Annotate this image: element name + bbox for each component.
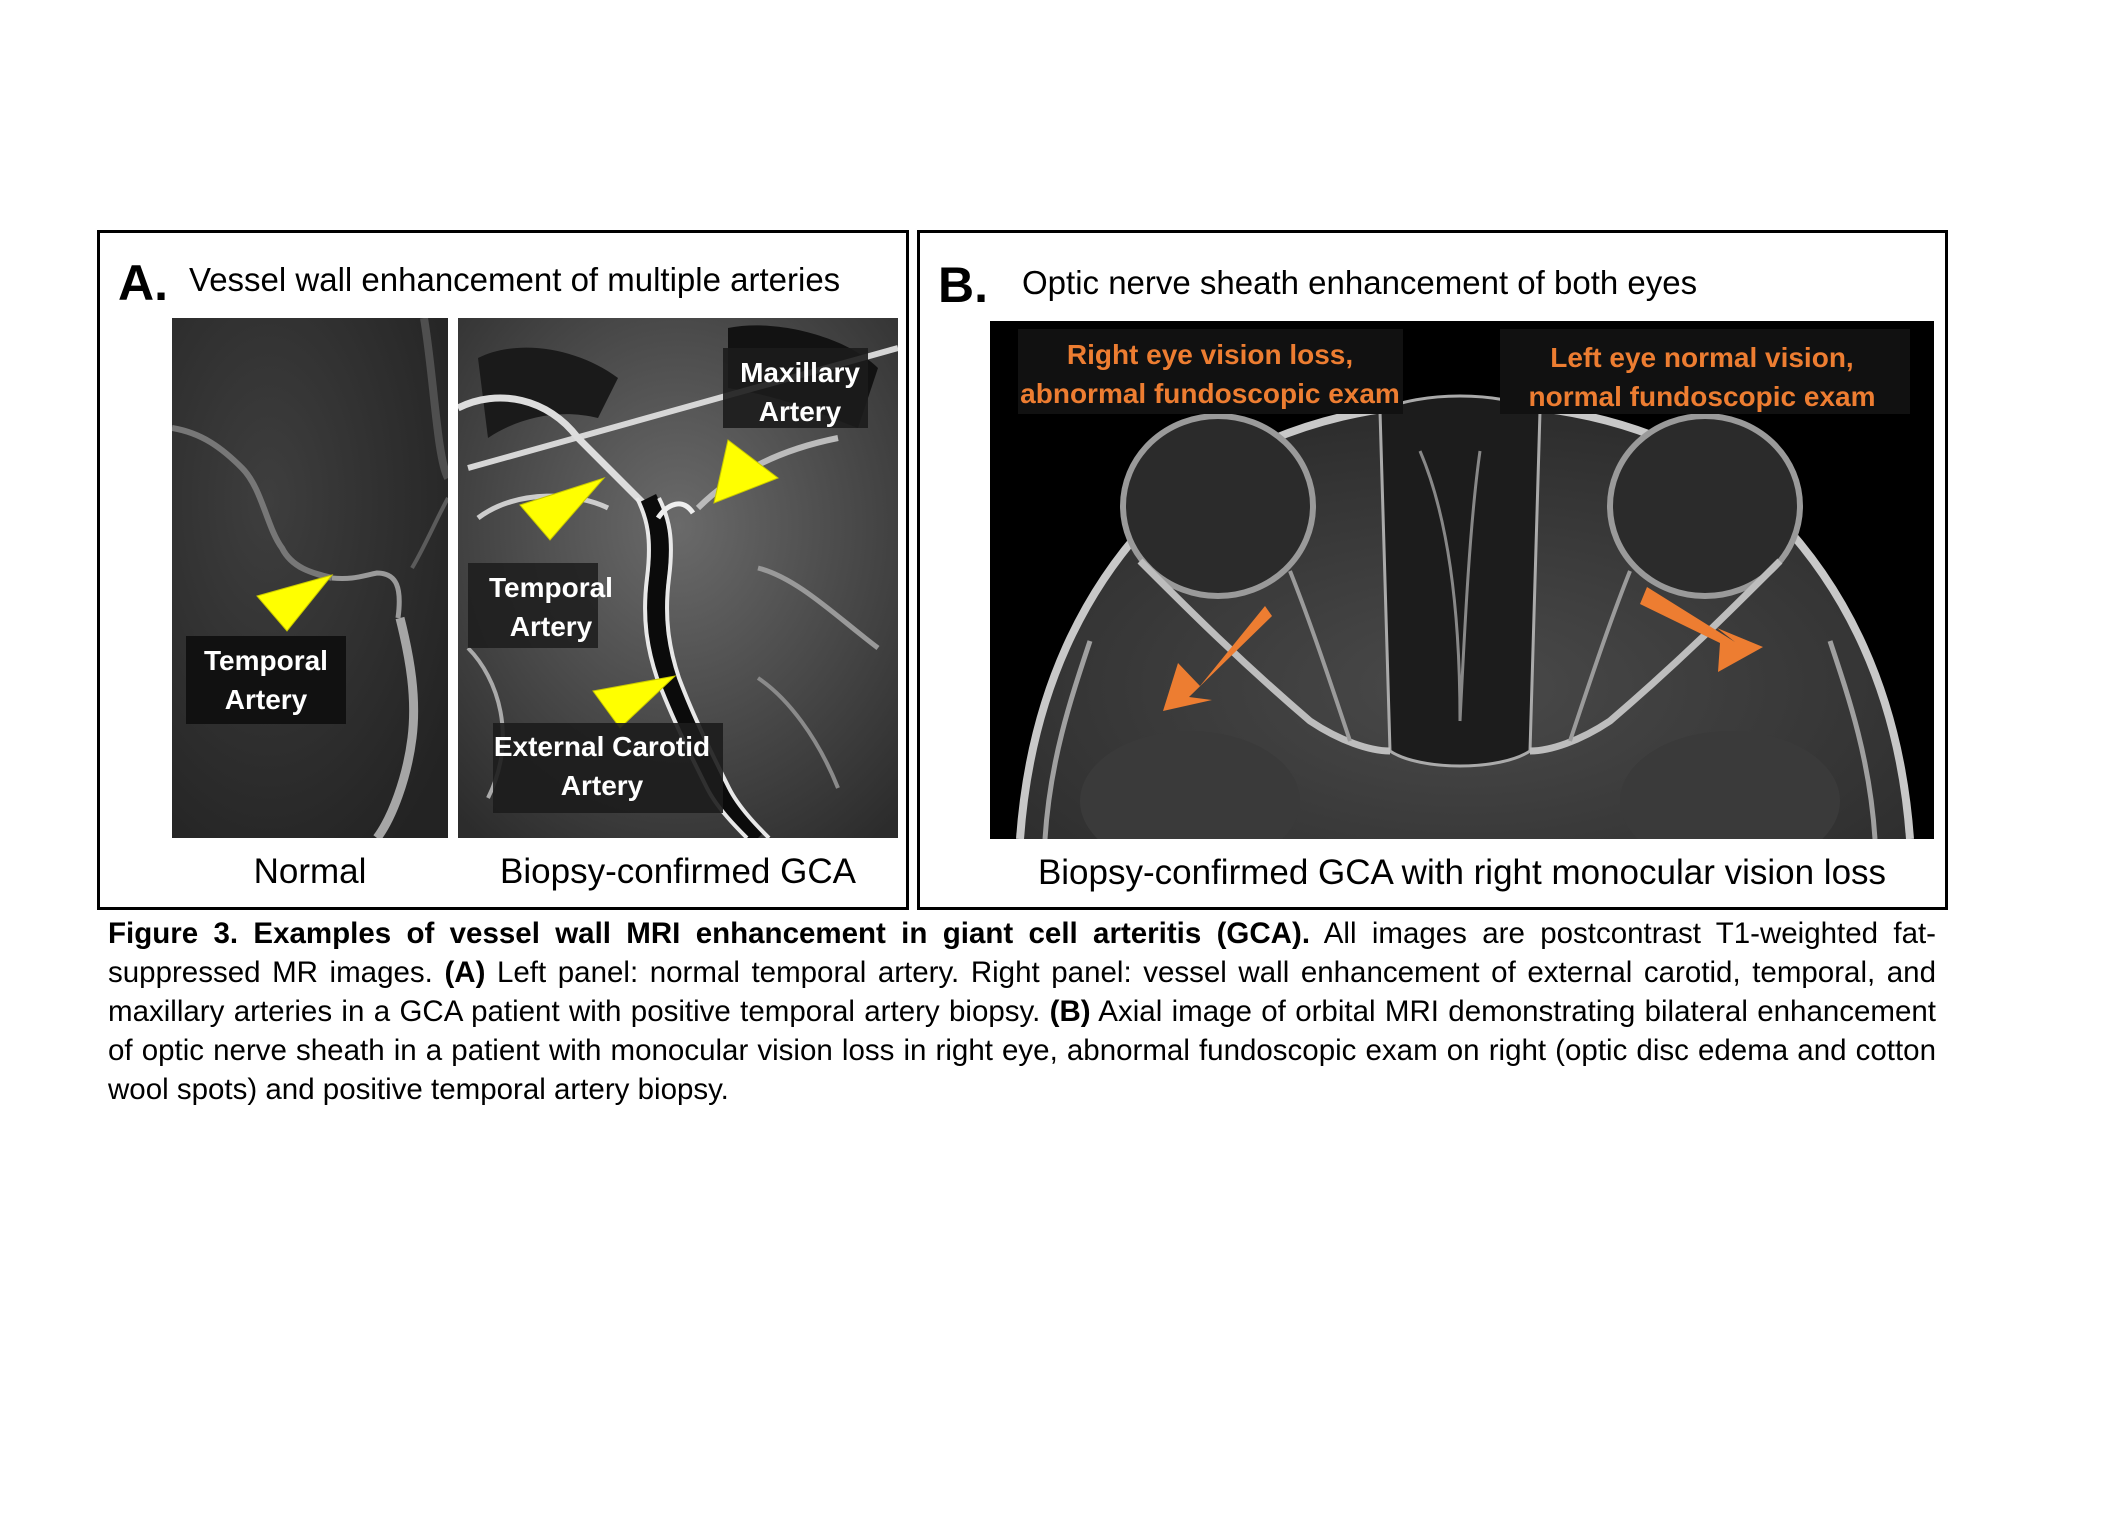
caption-s1: All images are postcontrast T1-weighted fat-suppressed MR images. bbox=[108, 917, 1937, 989]
label-biopsy-confirmed-gca-monocular: Biopsy-confirmed GCA with right monocular vision loss bbox=[1037, 853, 1887, 892]
temporal-annotation-line2: Artery bbox=[509, 611, 593, 642]
panel-b-letter: B. bbox=[938, 257, 988, 313]
caption-lead: Figure 3. Examples of vessel wall MRI enhancement in giant cell arteritis (GCA). bbox=[108, 917, 1311, 950]
mri-normal-temporal-artery bbox=[172, 318, 448, 838]
panel-b bbox=[917, 230, 1948, 910]
mri-orbital-axial bbox=[990, 321, 1934, 839]
maxillary-annotation-line1: Maxillary bbox=[740, 357, 860, 388]
left-eye-label-line2: normal fundoscopic exam bbox=[1528, 381, 1876, 412]
mri-gca-arteries bbox=[458, 318, 898, 838]
caption-a-tag: (A) bbox=[444, 956, 486, 989]
caption-b-tag: (B) bbox=[1049, 995, 1091, 1028]
caption-s3: Axial image of orbital MRI demonstrating bilateral enhancement of optic nerve sheath in a patient with monocular vision loss in right eye, abnormal fundoscopic exam on right (optic disc edema and cotton wool spots) and positive temporal artery biopsy. bbox=[108, 995, 1936, 1106]
maxillary-annotation-line2: Artery bbox=[758, 396, 842, 427]
right-eye-label-line1: Right eye vision loss, bbox=[1066, 339, 1354, 370]
panel-a-letter: A. bbox=[118, 255, 168, 311]
external-carotid-annotation-line2: Artery bbox=[560, 770, 644, 801]
figure-caption bbox=[108, 914, 1936, 1109]
caption-s2: Left panel: normal temporal artery. Right panel: vessel wall enhancement of external carotid, temporal, and maxillary arteries in a GCA patient with positive temporal artery biopsy. bbox=[108, 956, 1936, 1028]
normal-annotation-line1: Temporal bbox=[204, 645, 328, 676]
panel-a-title: Vessel wall enhancement of multiple arteries bbox=[189, 261, 841, 298]
right-eye-label-line2: abnormal fundoscopic exam bbox=[1020, 378, 1400, 409]
external-carotid-annotation-line1: External Carotid bbox=[493, 731, 711, 762]
left-eye-label-line1: Left eye normal vision, bbox=[1550, 342, 1854, 373]
label-normal: Normal bbox=[253, 852, 367, 891]
label-biopsy-confirmed-gca: Biopsy-confirmed GCA bbox=[500, 852, 856, 891]
panel-b-title: Optic nerve sheath enhancement of both eyes bbox=[1022, 264, 1698, 301]
panel-a bbox=[97, 230, 909, 910]
temporal-annotation-line1: Temporal bbox=[489, 572, 613, 603]
normal-annotation-line2: Artery bbox=[224, 684, 308, 715]
